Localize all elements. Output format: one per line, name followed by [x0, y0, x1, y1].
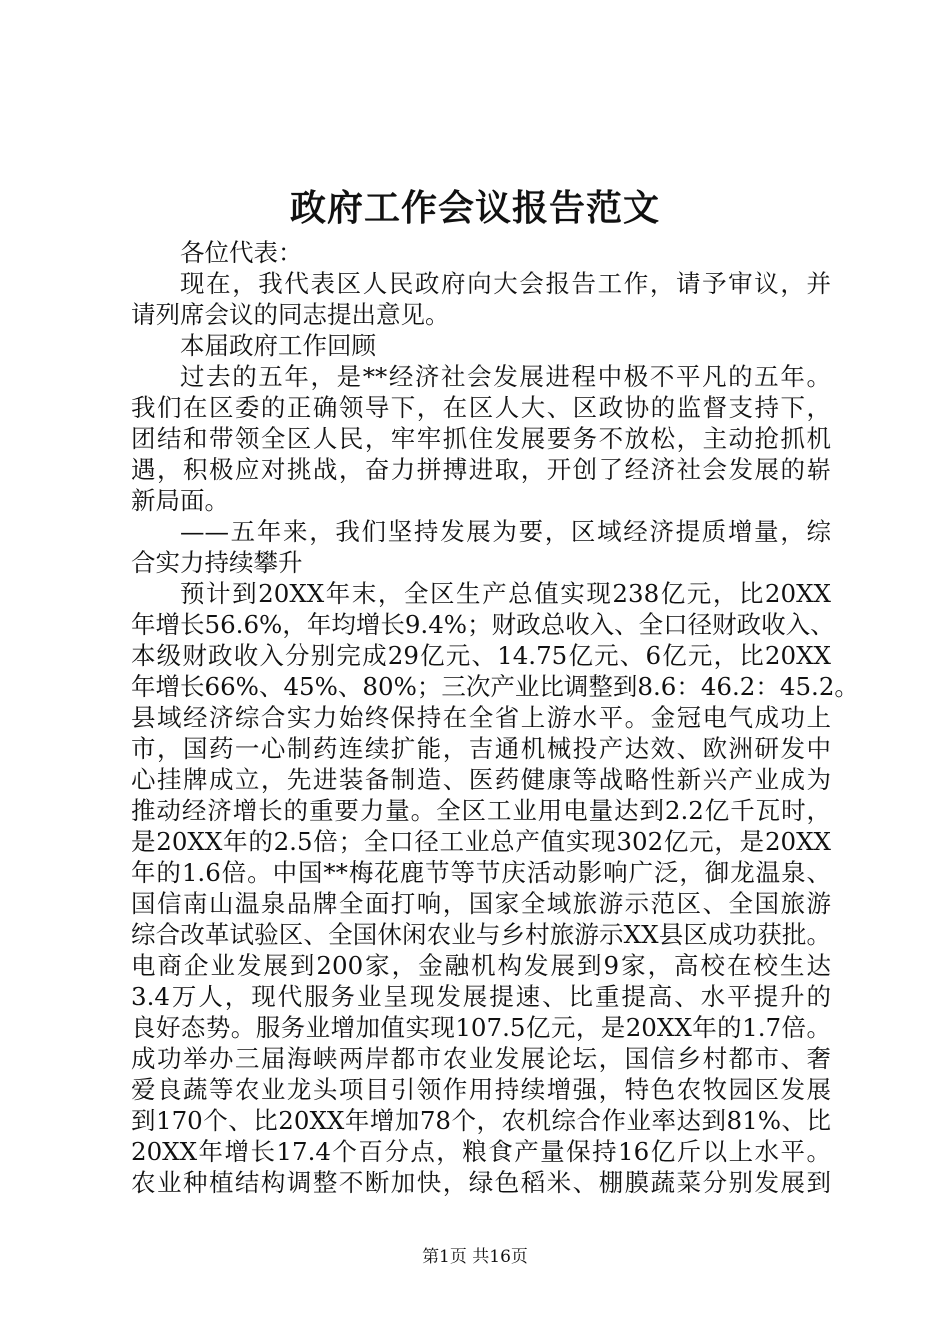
paragraph-line: 到170个、比20XX年增加78个，农机综合作业率达到81%、比 — [131, 1106, 831, 1135]
paragraph-line: 市，国药一心制药连续扩能，吉通机械投产达效、欧洲研发中 — [131, 734, 831, 763]
paragraph-line: 电商企业发展到200家，金融机构发展到9家，高校在校生达 — [131, 951, 831, 980]
section-heading: 本届政府工作回顾 — [180, 331, 376, 360]
salutation-line: 各位代表： — [180, 238, 303, 267]
paragraph-line: 国信南山温泉品牌全面打响，国家全域旅游示范区、全国旅游 — [131, 889, 831, 918]
paragraph-line: 爱良蔬等农业龙头项目引领作用持续增强，特色农牧园区发展 — [131, 1075, 831, 1104]
paragraph-line: 成功举办三届海峡两岸都市农业发展论坛，国信乡村都市、奢 — [131, 1044, 831, 1073]
page-number-footer: 第1页 共16页 — [422, 1247, 528, 1267]
paragraph-line: 是20XX年的2.5倍；全口径工业总产值实现302亿元，是20XX — [131, 827, 831, 856]
paragraph-line: 年的1.6倍。中国**梅花鹿节等节庆活动影响广泛，御龙温泉、 — [131, 858, 831, 887]
document-body — [131, 237, 859, 1198]
paragraph-line: 请列席会议的同志提出意见。 — [131, 300, 450, 329]
subheading-line: ——五年来，我们坚持发展为要，区域经济提质增量，综 — [180, 517, 831, 546]
paragraph-line: 预计到20XX年末，全区生产总值实现238亿元，比20XX — [180, 579, 831, 608]
subheading-line: 合实力持续攀升 — [131, 548, 303, 577]
paragraph-line: 年增长66%、45%、80%；三次产业比调整到8.6：46.2：45.2。 — [131, 672, 859, 701]
paragraph-line: 推动经济增长的重要力量。全区工业用电量达到2.2亿千瓦时， — [131, 796, 831, 825]
paragraph-line: 综合改革试验区、全国休闲农业与乡村旅游示XX县区成功获批。 — [131, 920, 831, 949]
paragraph-line: 新局面。 — [131, 486, 229, 515]
paragraph-line: 良好态势。服务业增加值实现107.5亿元，是20XX年的1.7倍。 — [131, 1013, 831, 1042]
paragraph-line: 农业种植结构调整不断加快，绿色稻米、棚膜蔬菜分别发展到 — [131, 1168, 831, 1197]
paragraph-line: 县域经济综合实力始终保持在全省上游水平。金冠电气成功上 — [131, 703, 831, 732]
paragraph-line: 现在，我代表区人民政府向大会报告工作，请予审议，并 — [180, 269, 831, 298]
paragraph-line: 心挂牌成立，先进装备制造、医药健康等战略性新兴产业成为 — [131, 765, 831, 794]
paragraph-line: 年增长56.6%，年均增长9.4%；财政总收入、全口径财政收入、 — [131, 610, 835, 639]
paragraph-line: 本级财政收入分别完成29亿元、14.75亿元、6亿元，比20XX — [131, 641, 831, 670]
paragraph-line: 3.4万人，现代服务业呈现发展提速、比重提高、水平提升的 — [131, 982, 831, 1011]
paragraph-line: 20XX年增长17.4个百分点，粮食产量保持16亿斤以上水平。 — [131, 1137, 831, 1166]
document-title: 政府工作会议报告范文 — [289, 187, 660, 229]
paragraph-line: 遇，积极应对挑战，奋力拼搏进取，开创了经济社会发展的崭 — [131, 455, 831, 484]
paragraph-line: 我们在区委的正确领导下，在区人大、区政协的监督支持下， — [131, 393, 831, 422]
paragraph-line: 团结和带领全区人民，牢牢抓住发展要务不放松，主动抢抓机 — [131, 424, 831, 453]
paragraph-line: 过去的五年，是**经济社会发展进程中极不平凡的五年。 — [180, 362, 831, 391]
